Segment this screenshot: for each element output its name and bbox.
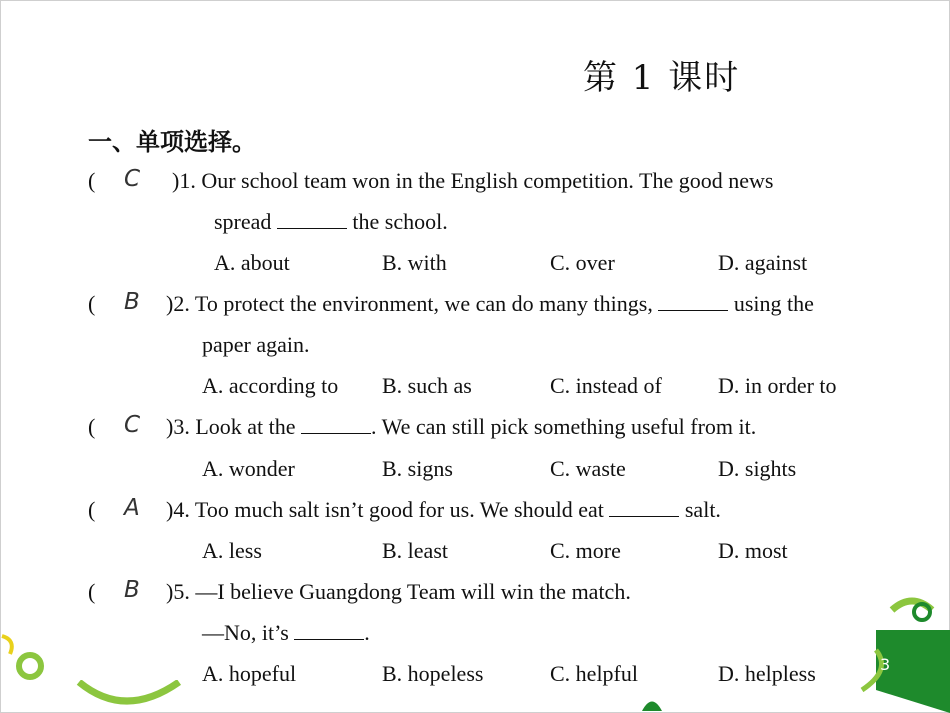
lesson-title: 第 1 课时 [583,58,741,98]
paren-open: ( [88,414,96,439]
answer-3: C [124,412,141,438]
answer-blank [294,621,364,640]
leaf-decoration-bottom [640,690,664,713]
stem-2-line1: )2. To protect the environment, we can do many things, using the [166,291,814,316]
option-1c: C. over [550,250,615,275]
stem-4-line1: )4. Too much salt isn’t good for us. We should eat salt. [166,497,721,522]
option-3d: D. sights [718,456,797,481]
option-2d: D. in order to [718,373,837,398]
stem-3-line1: )3. Look at the . We can still pick something useful from it. [166,414,757,439]
option-1a: A. about [214,250,290,275]
green-corner-decoration [832,590,950,713]
stem-5-line2: —No, it’s . [202,620,370,645]
paren-open: ( [88,579,96,604]
paren-open: ( [88,291,96,316]
stem-1-line1: )1. Our school team won in the English competition. The good news [172,168,774,193]
green-arc-decoration-bottom [75,680,185,713]
option-5c: C. helpful [550,661,638,686]
paren-open: ( [88,168,96,193]
option-2a: A. according to [202,373,339,398]
green-swirl-decoration-left [0,620,60,700]
option-1d: D. against [718,250,808,275]
option-2b: B. such as [382,373,472,398]
section-heading: 一、单项选择。 [88,128,256,156]
option-4c: C. more [550,538,621,563]
answer-2: B [124,289,140,315]
option-3b: B. signs [382,456,453,481]
page-number: 3 [880,655,891,674]
option-5b: B. hopeless [382,661,484,686]
paren-open: ( [88,497,96,522]
option-4a: A. less [202,538,262,563]
answer-5: B [124,577,140,603]
stem-1-line2: spread the school. [214,209,448,234]
stem-5-line1: )5. —I believe Guangdong Team will win the match. [166,579,631,604]
option-4d: D. most [718,538,788,563]
answer-blank [658,292,728,311]
option-3a: A. wonder [202,456,295,481]
answer-blank [301,415,371,434]
option-3c: C. waste [550,456,626,481]
answer-1: C [124,166,141,192]
option-1b: B. with [382,250,447,275]
option-2c: C. instead of [550,373,662,398]
answer-4: A [124,495,140,521]
stem-2-line2: paper again. [202,332,310,357]
answer-blank [277,210,347,229]
option-5a: A. hopeful [202,661,297,686]
option-4b: B. least [382,538,448,563]
answer-blank [609,498,679,517]
option-5d: D. helpless [718,661,816,686]
